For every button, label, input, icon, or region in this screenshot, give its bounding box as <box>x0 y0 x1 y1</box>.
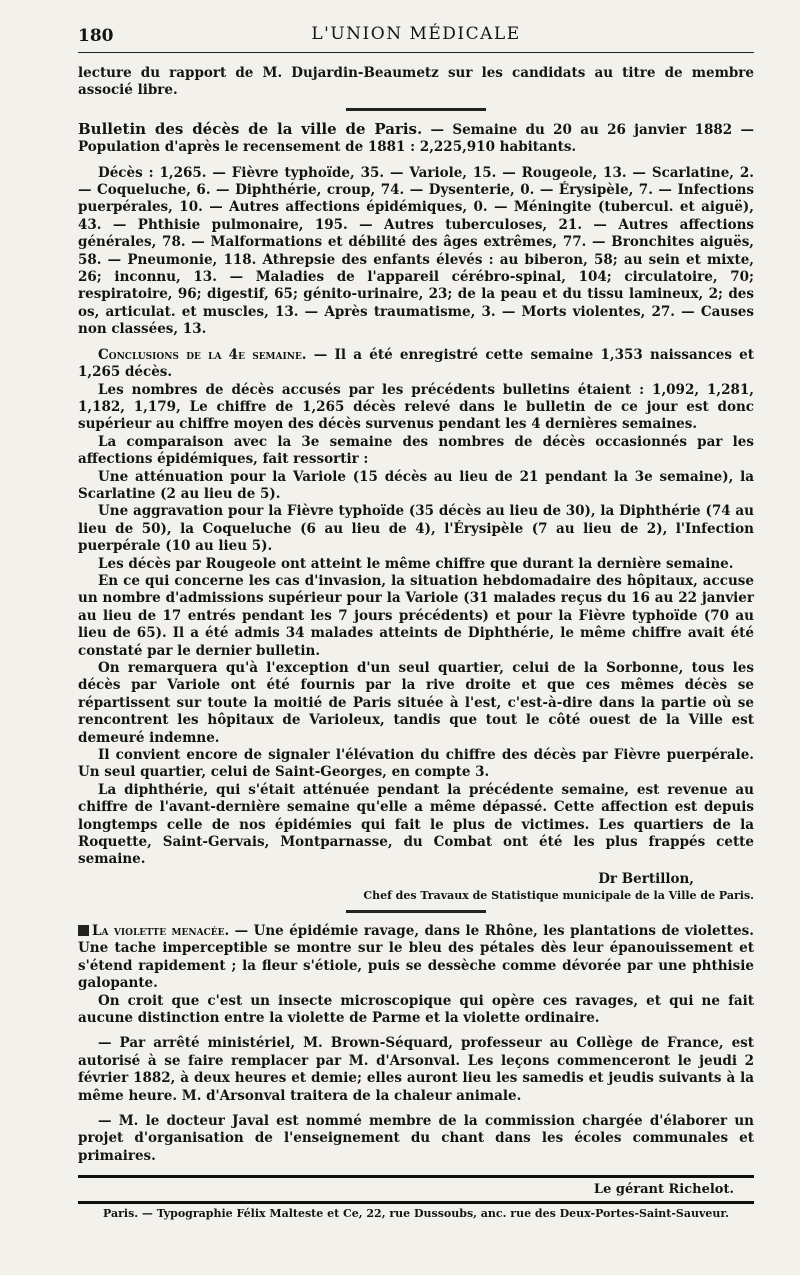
bulletin-paragraph: Les nombres de décès accusés par les précédents bulletins étaient : 1,092, 1,281, 1,182, 1,179, Le chiffre de 1,265 décès relevé dans le bulletin de ce jour est donc supérieur au chiffre moyen des décès survenus pendant les 4 dernières semaines. <box>78 381 754 433</box>
news-item: — M. le docteur Javal est nommé membre de la commission chargée d'élaborer un projet d'organisation de l'enseignement du chant dans les écoles communales et primaires. <box>78 1112 754 1164</box>
violette-text: — Une épidémie ravage, dans le Rhône, les plantations de violettes. Une tache imperceptible se montre sur le bleu des pétales dès leur épanouissement et s'étend rapidement ; la fleur s'étiole, puis se dessèche comme dévorée par une phthisie galopante. <box>78 922 754 992</box>
violette-heading: La violette menacée. <box>92 922 230 939</box>
page-number: 180 <box>78 26 114 46</box>
gerant-line: Le gérant Richelot. <box>593 1182 734 1198</box>
bulletin-heading-paragraph <box>78 121 754 157</box>
bulletin-paragraph: Une aggravation pour la Fièvre typhoïde (35 décès au lieu de 30), la Diphthérie (74 au lieu de 50), la Coqueluche (6 au lieu de 4), l'Érysipèle (7 au lieu de 2), l'Infection puerpérale (10 au lieu 5). <box>78 503 754 555</box>
bulletin-heading: Bulletin des décès de la ville de Paris. <box>78 119 423 138</box>
signature: Dr Bertillon, <box>598 870 694 887</box>
bulletin-paragraph: Une atténuation pour la Variole (15 décès au lieu de 21 pendant la 3e semaine), la Scarlatine (2 au lieu de 5). <box>78 468 754 502</box>
bulletin-paragraph: En ce qui concerne les cas d'invasion, la situation hebdomadaire des hôpitaux, accuse un nombre d'admissions supérieur pour la Variole (31 malades reçus du 16 au 22 janvier au lieu de 17 entrés pendant les 7 jours précédents) et pour la Fièvre typhoïde (70 au lieu de 65). Il a été admis 34 malades atteints de Diphthérie, le même chiffre avait été constaté par le dernier bulletin. <box>78 572 754 659</box>
conclusions-text: — Il a été enregistré cette semaine 1,353 naissances et 1,265 décès. <box>78 346 755 381</box>
intro-paragraph: lecture du rapport de M. Dujardin-Beaumetz sur les candidats au titre de membre associé libre. <box>78 65 754 99</box>
signature-title: Chef des Travaux de Statistique municipale de la Ville de Paris. <box>363 888 754 902</box>
running-header <box>78 18 754 52</box>
section-separator <box>346 108 486 111</box>
news-item: — Par arrêté ministériel, M. Brown-Séquard, professeur au Collège de France, est autorisé à se faire remplacer par M. d'Arsonval. Les leçons commenceront le jeudi 2 février 1882, à deux heures et demie; elles auront lieu les samedis et jeudis suivants à la même heure. M. d'Arsonval traitera de la chaleur animale. <box>78 1035 754 1104</box>
bulletin-paragraph: La diphthérie, qui s'était atténuée pendant la précédente semaine, est revenue au chiffre de l'avant-dernière semaine qu'elle a même dépassé. Cette affection est depuis longtemps celle de nos épidémies qui fait le plus de victimes. Les quartiers de la Roquette, Saint-Gervais, Montparnasse, du Combat ont été les plus frappés cette semaine. <box>78 781 754 868</box>
footer-rule-top <box>78 1175 754 1178</box>
section-mark-icon <box>78 925 89 936</box>
bulletin-paragraph: La comparaison avec la 3e semaine des nombres de décès occasionnés par les affections épidémiques, fait ressortir : <box>78 433 754 468</box>
bulletin-paragraph: On remarquera qu'à l'exception d'un seul quartier, celui de la Sorbonne, tous les décès par Variole ont été fournis par la rive droite et que ces mêmes décès se répartissent sur toute la moitié de Paris située à l'est, c'est-à-dire dans la partie où se rencontrent les hôpitaux de Varioleux, tandis que tout le côté ouest de la Ville est demeuré indemne. <box>78 660 754 746</box>
conclusions-paragraph <box>78 347 754 382</box>
violette-paragraph <box>78 923 754 993</box>
section-separator <box>346 910 486 913</box>
bulletin-paragraph: Les décès par Rougeole ont atteint le même chiffre que durant la dernière semaine. <box>98 555 734 572</box>
footer-rule-bottom <box>78 1201 754 1204</box>
imprint-line: Paris. — Typographie Félix Malteste et Ce, 22, rue Dussoubs, anc. rue des Deux-Portes-Saint-Sauveur. <box>103 1207 729 1221</box>
bulletin-heading-rest: — Semaine du 20 au 26 janvier 1882 — Population d'après le recensement de 1881 : 2,225,910 habitants. <box>78 121 754 156</box>
page <box>78 18 754 1220</box>
deces-list: Décès : 1,265. — Fièvre typhoïde, 35. — Variole, 15. — Rougeole, 13. — Scarlatine, 2. — Coqueluche, 6. — Diphthérie, croup, 74. — Dysenterie, 0. — Érysipèle, 7. — Infections puerpérales, 10. — Autres affections épidémiques, 0. — Méningite (tubercul. et aiguë), 43. — Phthisie pulmonaire, 195. — Autres tuberculoses, 21. — Autres affections générales, 78. — Malformations et débilité des âges extrêmes, 77. — Bronchites aiguës, 58. — Pneumonie, 118. Athrepsie des enfants élevés : au biberon, 58; au sein et mixte, 26; inconnu, 13. — Maladies de l'appareil cérébro-spinal, 104; circulatoire, 70; respiratoire, 96; digestif, 65; génito-urinaire, 23; de la peau et du tissu lamineux, 2; des os, articulat. et muscles, 13. — Après traumatisme, 3. — Morts violentes, 27. — Causes non classées, 13. <box>78 164 754 338</box>
journal-title: L'UNION MÉDICALE <box>311 24 521 44</box>
violette-paragraph-2: On croit que c'est un insecte microscopique qui opère ces ravages, et qui ne fait aucune distinction entre la violette de Parme et la violette ordinaire. <box>78 992 754 1026</box>
bulletin-paragraph: Il convient encore de signaler l'élévation du chiffre des décès par Fièvre puerpérale. Un seul quartier, celui de Saint-Georges, en compte 3. <box>78 747 754 781</box>
conclusions-label: Conclusions de la 4e semaine. <box>98 346 307 363</box>
